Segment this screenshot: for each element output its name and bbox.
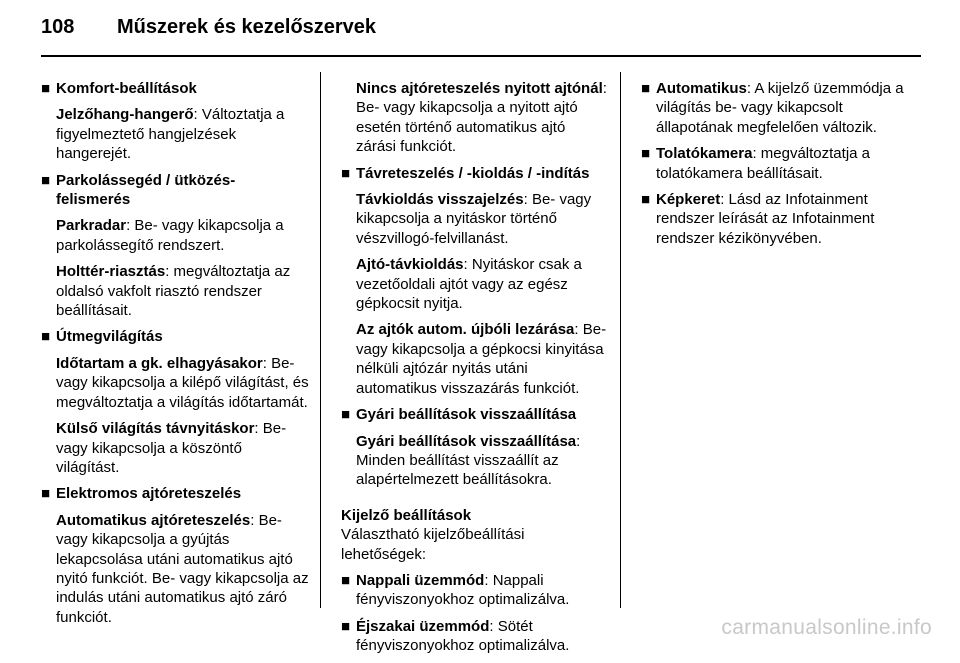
- paragraph: [56, 262, 309, 320]
- section-heading: Elektromos ajtóreteszelés: [56, 485, 242, 503]
- section-parking: [41, 171, 309, 321]
- column-3: [641, 79, 909, 255]
- description: : Be- vagy kikapcsolja a parkolássegítő rendszert.: [56, 217, 284, 254]
- description: : Nappali fényviszonyokhoz optimalizálva.: [356, 571, 570, 609]
- paragraph: [356, 255, 609, 313]
- column-1: [41, 79, 309, 634]
- term: Holttér-riasztás: [56, 263, 166, 281]
- bullet-icon: ■: [641, 145, 651, 163]
- section-factory: [341, 405, 609, 490]
- section-remote: [341, 164, 609, 398]
- description: : Be- vagy kikapcsolja a nyitott ajtó esetén történő automatikus ajtó zárási funkciót.: [356, 80, 607, 156]
- page-number: 108: [41, 16, 75, 38]
- paragraph: [356, 190, 609, 248]
- section-lighting: [41, 327, 309, 477]
- term: Távkioldás visszajelzés: [356, 191, 524, 209]
- term: Nincs ajtóreteszelés nyitott ajtónál: [356, 80, 603, 97]
- description: : Sötét fényviszonyokhoz optimalizálva.: [356, 617, 570, 655]
- term: Külső világítás távnyitáskor: [56, 420, 255, 438]
- term: Jelzőhang-hangerő: [56, 106, 194, 124]
- bullet-icon: ■: [341, 571, 351, 589]
- description: : Minden beállítást visszaállít az alapértelmezett beállításokra.: [356, 432, 581, 489]
- description: : megváltoztatja az oldalsó vakfolt riasztó rendszer beállításait.: [56, 263, 291, 320]
- term: Éjszakai üzemmód: [356, 617, 490, 635]
- term: Automatikus ajtóreteszelés: [56, 511, 251, 529]
- page-header: [41, 14, 921, 46]
- paragraph: [356, 432, 609, 490]
- list-item: [341, 617, 609, 656]
- term: Az ajtók autom. újbóli lezárása: [356, 321, 575, 339]
- term: Időtartam a gk. elhagyásakor: [56, 354, 263, 372]
- description: : Lásd az Infotainment rendszer leírását az Infotainment rendszer kézikönyvében.: [656, 191, 875, 247]
- bullet-icon: ■: [641, 80, 651, 97]
- section-locking: [41, 484, 309, 627]
- list-item: [341, 571, 609, 610]
- list-item: [641, 190, 909, 248]
- term: Tolatókamera: [656, 145, 753, 163]
- bullet-icon: ■: [341, 406, 351, 424]
- bullet-icon: ■: [341, 164, 351, 182]
- paragraph: [356, 320, 609, 398]
- bullet-icon: ■: [341, 617, 351, 635]
- column-2: [341, 79, 609, 663]
- term: Automatikus: [656, 80, 747, 97]
- paragraph: [56, 511, 309, 627]
- paragraph: [56, 419, 309, 477]
- section-display: [341, 506, 609, 656]
- term: Képkeret: [656, 191, 721, 209]
- intro-text: Választható kijelzőbeállítási lehetőségek:: [341, 526, 525, 563]
- paragraph: [56, 216, 309, 255]
- bullet-icon: ■: [41, 80, 51, 97]
- description: : Be- vagy kikapcsolja a gyújtás lekapcsolása utáni automatikus ajtó nyitó funkciót. Be- vagy kikapcsolja az indulás utáni automatikus ajtó záró funkciót.: [56, 511, 309, 626]
- description: : Be- vagy kikapcsolja a köszöntő világítást.: [56, 420, 287, 476]
- page-title: Műszerek és kezelőszervek: [117, 16, 377, 38]
- section-comfort: [41, 79, 309, 164]
- section-heading: Útmegvilágítás: [56, 328, 163, 346]
- term: Parkradar: [56, 217, 127, 235]
- header-rule: [41, 55, 921, 57]
- list-item: [641, 144, 909, 183]
- description: : Nyitáskor csak a vezetőoldali ajtót vagy az egész gépkocsit nyitja.: [356, 256, 582, 313]
- term: Gyári beállítások visszaállítása: [356, 432, 577, 450]
- column-divider-1: [320, 72, 321, 608]
- bullet-icon: ■: [41, 328, 51, 346]
- section-heading: Komfort-beállítások: [56, 80, 197, 97]
- paragraph: [341, 79, 609, 157]
- paragraph: [56, 105, 309, 163]
- description: : megváltoztatja a tolatókamera beállításait.: [656, 145, 870, 182]
- description: : Változtatja a figyelmeztető hangjelzések hangerejét.: [56, 106, 285, 163]
- list-item: [641, 79, 909, 137]
- section-heading: Parkolássegéd / ütközés-felismerés: [56, 171, 236, 209]
- description: : Be- vagy kikapcsolja a gépkocsi kinyitása nélküli ajtózár nyitás utáni automatikus visszazárás funkciót.: [356, 321, 607, 397]
- description: : Be- vagy kikapcsolja a nyitáskor történő vészvillogó-felvillanást.: [356, 191, 592, 247]
- description: : Be- vagy kikapcsolja a kilépő világítást, és megváltoztatja a világítás időtartamát.: [56, 354, 309, 411]
- section-heading: Távreteszelés / -kioldás / -indítás: [356, 164, 590, 182]
- column-divider-2: [620, 72, 621, 608]
- watermark: carmanualsonline.info: [721, 616, 932, 639]
- section-heading: Gyári beállítások visszaállítása: [356, 406, 577, 424]
- bullet-icon: ■: [41, 171, 51, 189]
- paragraph: [56, 354, 309, 412]
- bullet-icon: ■: [641, 191, 651, 209]
- term: Nappali üzemmód: [356, 571, 485, 589]
- section-heading: Kijelző beállítások: [341, 506, 472, 524]
- term: Ajtó-távkioldás: [356, 256, 464, 274]
- bullet-icon: ■: [41, 485, 51, 503]
- description: : A kijelző üzemmódja a világítás be- vagy kikapcsolt állapotának megfelelően változik.: [656, 80, 904, 136]
